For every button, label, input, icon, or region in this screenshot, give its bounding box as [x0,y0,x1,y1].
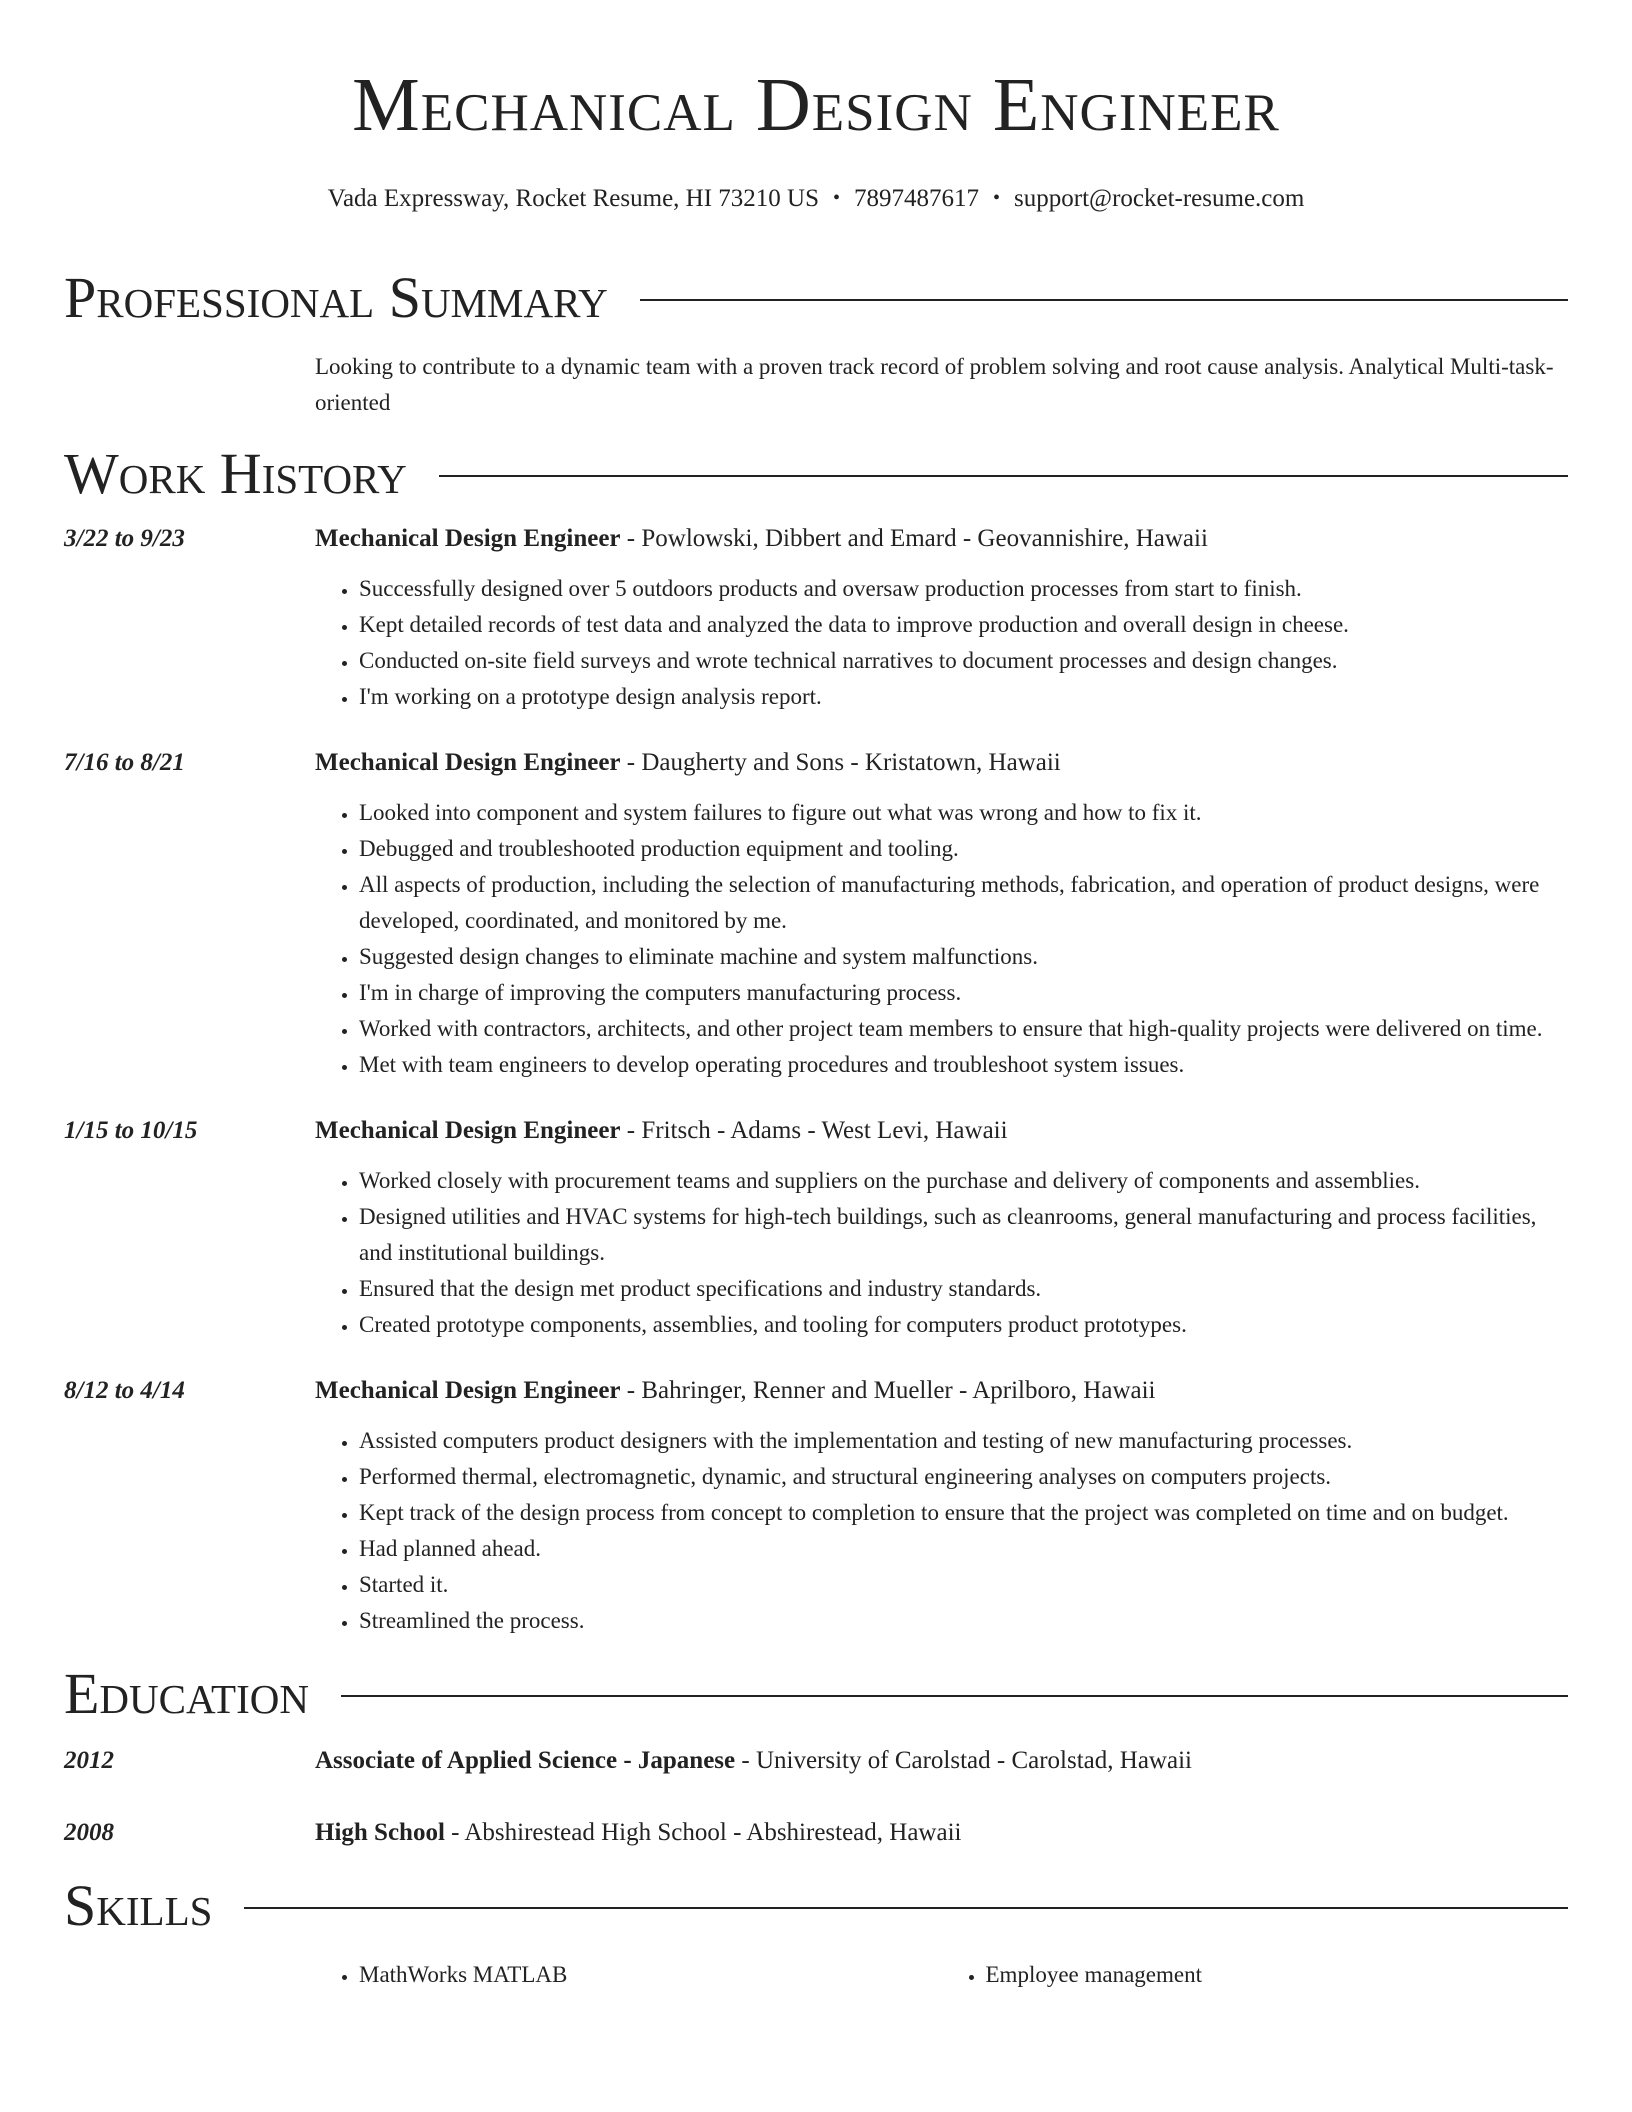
education-details: - University of Carolstad - Carolstad, Hawaii [735,1747,1192,1774]
education-entry [64,1815,1568,1851]
list-item: • Kept detailed records of test data and analyzed the data to improve production and overall design in cheese. [359,607,1568,643]
list-item: • Successfully designed over 5 outdoors products and oversaw production processes from start to finish. [359,571,1568,607]
education-details: - Abshirestead High School - Abshirestead, Hawaii [444,1819,962,1846]
phone: 7897487617 [854,185,980,212]
list-item: • Designed utilities and HVAC systems for high-tech buildings, such as cleanrooms, general manufacturing and process facilities, and institutional buildings. [359,1199,1568,1271]
job-dates: 7/16 to 8/21 [64,749,185,776]
list-item: • Worked closely with procurement teams and suppliers on the purchase and delivery of components and assemblies. [359,1163,1568,1199]
education-body [315,1815,1568,1851]
job-bullets [315,571,1568,715]
skill-item: • MathWorks MATLAB [359,1957,942,1993]
skills-column-left [315,1957,942,1993]
job-title: Mechanical Design Engineer [315,1377,621,1404]
job-details: - Powlowski, Dibbert and Emard - Geovannishire, Hawaii [620,525,1208,552]
list-item: • Worked with contractors, architects, and other project team members to ensure that high-quality projects were delivered on time. [359,1011,1568,1047]
skills-column-right [942,1957,1569,1993]
job-dates: 3/22 to 9/23 [64,525,185,552]
summary-text: Looking to contribute to a dynamic team with a proven track record of problem solving and root cause analysis. Analytical Multi-task-oriented [315,354,1554,415]
job-dates: 8/12 to 4/14 [64,1377,185,1404]
education-degree: Associate of Applied Science - Japanese [315,1747,736,1774]
job-details: - Daugherty and Sons - Kristatown, Hawaii [620,749,1061,776]
skill-item: • Employee management [986,1957,1569,1993]
job-title: Mechanical Design Engineer [315,749,621,776]
job-bullets [315,795,1568,1083]
candidate-name: Mechanical Design Engineer [352,63,1280,147]
summary-heading: Professional Summary [64,265,608,330]
job-title-line [315,1113,1568,1149]
list-item: • I'm in charge of improving the computers manufacturing process. [359,975,1568,1011]
job-title-line [315,521,1568,557]
education-entry [64,1743,1568,1779]
education-year: 2008 [64,1819,114,1846]
job-bullets [315,1423,1568,1639]
list-item: • Performed thermal, electromagnetic, dynamic, and structural engineering analyses on computers projects. [359,1459,1568,1495]
skills-heading: Skills [64,1873,213,1938]
list-item: • I'm working on a prototype design analysis report. [359,679,1568,715]
job-title-line [315,1373,1568,1409]
list-item: • Started it. [359,1567,1568,1603]
contact-line [64,184,1568,215]
section-rule [640,299,1568,301]
education-line [315,1743,1568,1779]
work-section-header [64,441,1568,507]
job-entry [64,745,1568,1083]
list-item: • Suggested design changes to eliminate machine and system malfunctions. [359,939,1568,975]
section-rule [341,1695,1568,1697]
education-heading: Education [64,1661,309,1726]
job-body [315,745,1568,1083]
job-entry [64,521,1568,715]
section-rule [439,475,1568,477]
job-body [315,1373,1568,1639]
job-details: - Bahringer, Renner and Mueller - Aprilboro, Hawaii [620,1377,1156,1404]
section-rule [244,1907,1568,1909]
list-item: • Kept track of the design process from concept to completion to ensure that the project was completed on time and on budget. [359,1495,1568,1531]
job-body [315,1113,1568,1343]
list-item: • Met with team engineers to develop operating procedures and troubleshoot system issues. [359,1047,1568,1083]
list-item: • Created prototype components, assemblies, and tooling for computers product prototypes. [359,1307,1568,1343]
job-dates: 1/15 to 10/15 [64,1117,198,1144]
list-item: • Debugged and troubleshooted production equipment and tooling. [359,831,1568,867]
education-body [315,1743,1568,1779]
job-bullets [315,1163,1568,1343]
job-body [315,521,1568,715]
education-degree: High School [315,1819,445,1846]
email: support@rocket-resume.com [1014,185,1305,212]
list-item: • Looked into component and system failures to figure out what was wrong and how to fix it. [359,795,1568,831]
skills-list [315,1957,1568,1993]
separator-dot: • [993,187,1001,209]
list-item: • Conducted on-site field surveys and wrote technical narratives to document processes and design changes. [359,643,1568,679]
summary-section-header [64,265,1568,331]
education-section-header [64,1661,1568,1727]
job-title-line [315,745,1568,781]
resume-page [64,0,1568,1993]
list-item: • Had planned ahead. [359,1531,1568,1567]
job-details: - Fritsch - Adams - West Levi, Hawaii [620,1117,1008,1144]
education-line [315,1815,1568,1851]
job-entry [64,1113,1568,1343]
separator-dot: • [833,187,841,209]
list-item: • Assisted computers product designers with the implementation and testing of new manufacturing processes. [359,1423,1568,1459]
skills-section-header [64,1873,1568,1939]
job-title: Mechanical Design Engineer [315,1117,621,1144]
job-title: Mechanical Design Engineer [315,525,621,552]
job-entry [64,1373,1568,1639]
work-heading: Work History [64,441,407,506]
list-item: • Streamlined the process. [359,1603,1568,1639]
list-item: • All aspects of production, including the selection of manufacturing methods, fabrication, and operation of product designs, were developed, coordinated, and monitored by me. [359,867,1568,939]
list-item: • Ensured that the design met product specifications and industry standards. [359,1271,1568,1307]
address: Vada Expressway, Rocket Resume, HI 73210 US [327,185,820,212]
education-year: 2012 [64,1747,114,1774]
